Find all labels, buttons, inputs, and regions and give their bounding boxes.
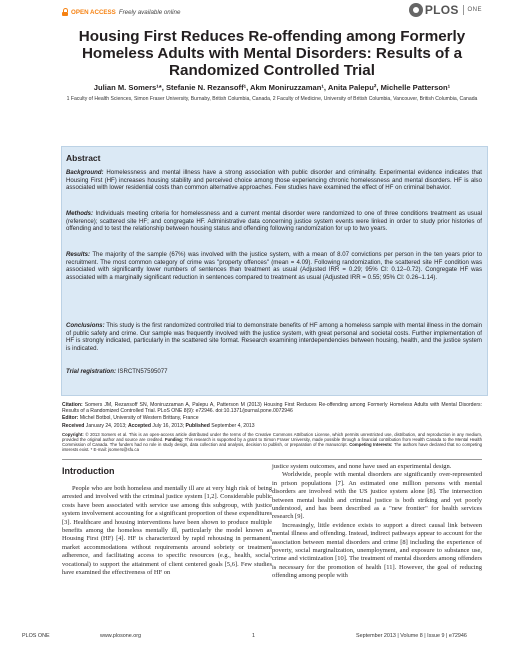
abstract-results: Results: The majority of the sample (67%) was involved with the justice system, with a mean of 8.07 convictions per person in the ten years prior to recruitment. The most common category of crime was "property offences" (mean = 4.09). Following randomization, the scattered site HF condition was associated with significantly lower numbers of sentences than treatment as usual (Adjusted IRR = 0.29; 95% CI: 0.12–0.72). Congregate HF was associated with a marginally significant reduction in sentences compared to treatment as usual (Adjusted IRR = 0.55; 95% CI: 0.26–1.14).	[66, 251, 482, 281]
plos-logo	[409, 3, 482, 17]
footer-url[interactable]: www.plosone.org	[100, 633, 142, 639]
dates: Received January 24, 2013; Accepted July 16, 2013; Published September 4, 2013	[62, 423, 255, 429]
editor: Editor: Michel Botbol, University of Western Brittany, France	[62, 415, 199, 421]
article-title: Housing First Reduces Re-offending among Formerly Homeless Adults with Mental Disorders: Results of a Randomized Controlled Trial	[78, 28, 466, 79]
plos-logo-text: PLOS	[424, 3, 459, 17]
footer-page-number: 1	[252, 633, 255, 639]
open-access-label: OPEN ACCESS	[71, 8, 116, 16]
open-access-lock-icon	[62, 8, 68, 16]
abstract-heading: Abstract	[66, 153, 101, 163]
abstract-trial-registration: Trial registration: ISRCTN57595077	[66, 368, 168, 375]
right-column	[272, 463, 482, 581]
section-divider	[62, 459, 482, 460]
citation: Citation: Somers JM, Rezansoff SN, Moniruzzaman A, Palepu A, Patterson M (2013) Housing First Reduces Re-offending among Formerly Homeless Adults with Mental Disorders: Results of a Randomized Controlled Trial. PLoS ONE 8(9): e72946. doi:10.1371/journal.pone.0072946	[62, 402, 482, 415]
introduction-heading: Introduction	[62, 466, 115, 476]
corresponding-email[interactable]: * E-mail: jsomers@sfu.ca	[90, 447, 139, 452]
abstract-methods: Methods: Individuals meeting criteria for homelessness and a current mental disorder were randomized to one of three conditions treatment as usual (reference); scattered site HF; and congregate HF. Administrative data concerning justice system events were linked in order to study prior histories of offending and to test the relationship between housing status and offending following randomization for up to two years.	[66, 210, 482, 233]
footer-issue: September 2013 | Volume 8 | Issue 9 | e72946	[356, 633, 467, 639]
intro-paragraph: justice system outcomes, and none have used an experimental design.	[272, 463, 452, 470]
open-access-badge	[62, 8, 180, 16]
intro-paragraph: People who are both homeless and mentally ill are at very high risk of being arrested and involved with the criminal justice system [1,2]. Considerable public costs have been associated with service use among this subgroup, with justice system involvement accounting for a significant proportion of these expenditures [3]. Healthcare and housing interventions have been shown to produce multiple benefits among the homeless mentally ill, particularly the model known as Housing First (HF) [4]. HF is characterized by rapid rehousing in permanent, market accommodations without requirements around sobriety or treatment adherence, and facilitating access to specific resources (e.g., health, social, vocational) to support the attainment of client centered goals [5,6]. Few studies have examined the effectiveness of HF on	[62, 485, 272, 577]
abstract-background: Background: Homelessness and mental illness have a strong association with public disorder and criminality. Experimental evidence indicates that Housing First (HF) increases housing stability and perceived choice among those experiencing chronic homelessness and mental disorders. HF is also associated with lower residential costs than common alternative approaches. Few studies have examined the effect of HF on criminal behavior.	[66, 169, 483, 192]
intro-paragraph: Increasingly, little evidence exists to support a direct causal link between mental illness and offending. Instead, indirect pathways appear to account for the association between mental disorders and crime [8] including the experience of poverty, social marginalization, unemployment, and exposure to substance use, crime and victimization [10]. The treatment of mental disorders among offenders is necessary for the promotion of health [11]. However, the goal of reducing offending among people with	[272, 521, 482, 580]
author-list: Julian M. Somers¹*, Stefanie N. Rezansoff¹, Akm Moniruzzaman¹, Anita Palepu², Michelle Patterson¹	[93, 83, 451, 92]
freely-available-label: Freely available online	[118, 8, 181, 16]
abstract-conclusions: Conclusions: This study is the first randomized controlled trial to demonstrate benefits of HF among a homeless sample with mental illness in the domain of public safety and crime. Our sample was frequently involved with the justice system, with great personal and societal costs. Further implementation of HF is strongly indicated, particularly in the scattered site format. Research examining interdependencies between housing, health, and the justice system is indicated.	[66, 322, 482, 352]
footer-journal: PLOS ONE	[22, 633, 50, 639]
plos-journal-name: ONE	[467, 7, 482, 13]
plos-logo-icon	[409, 3, 423, 17]
left-column	[62, 485, 272, 577]
copyright: Copyright: © 2013 Somers et al. This is an open-access article distributed under the terms of the Creative Commons Attribution License, which permits unrestricted use, distribution, and reproduction in any medium, provided the original author and source are credited. Funding: This research is supported by a grant to Simon Fraser University, made possible through a financial contribution from Health Canada to the Mental Health Commission of Canada. The funders had no role in study design, data collection and analysis, decision to publish, or preparation of the manuscript. Competing Interests: The authors have declared that no competing interests exist. * E-mail: jsomers@sfu.ca	[62, 432, 482, 452]
intro-paragraph: Worldwide, people with mental disorders are significantly over-represented in prison populations [7]. An estimated one million persons with mental disorders are involved with the US justice system alone [8]. The intersection between mental health and criminal justice is both striking and yet poorly understood, and has been described as a "new frontier" for health services research [9].	[272, 471, 482, 521]
affiliations: 1 Faculty of Health Sciences, Simon Fraser University, Burnaby, British Columbia, Canada, 2 Faculty of Medicine, University of British Columbia, Vancouver, British Columbia, Canada	[66, 96, 478, 102]
